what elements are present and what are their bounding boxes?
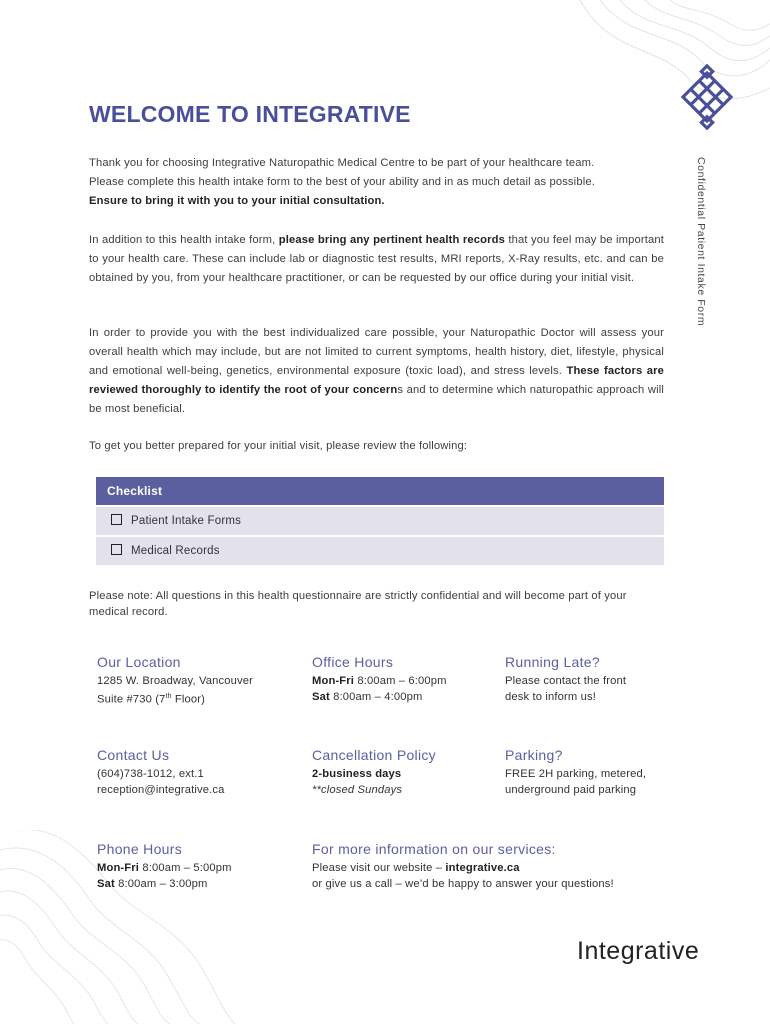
page-title: WELCOME TO INTEGRATIVE [89, 101, 411, 127]
website-link[interactable]: integrative.ca [445, 861, 520, 874]
checklist-item-medical-records[interactable]: Medical Records [96, 537, 664, 565]
office-hours-block: Office Hours Mon-Fri 8:00am – 6:00pm Sat 8:00am – 4:00pm [312, 654, 447, 703]
running-late-block: Running Late? Please contact the front desk to inform us! [505, 654, 627, 703]
running-late-heading: Running Late? [505, 654, 600, 670]
topographic-decoration-top [560, 0, 770, 150]
confidentiality-note: Please note: All questions in this health questionnaire are strictly confidential and will become part of your medical record. [89, 590, 627, 618]
phone-hours-heading: Phone Hours [97, 841, 183, 857]
intro-paragraph-2: In addition to this health intake form, please bring any pertinent health records that you feel may be important to your health care. These can include lab or diagnostic test results, MRI reports, X-Ray results, etc. and can be obtained by you, from your healthcare practitioner, or can be requested by our office during your initial visit. [89, 234, 664, 284]
cancellation-block: Cancellation Policy 2-business days **closed Sundays [312, 747, 436, 796]
confidential-side-label: Confidential Patient Intake Form [695, 157, 707, 327]
checkbox-icon[interactable] [111, 544, 122, 555]
location-block: Our Location 1285 W. Broadway, Vancouver Suite #730 (7th Floor) [97, 654, 253, 706]
parking-heading: Parking? [505, 747, 563, 763]
intro-paragraph-1: Thank you for choosing Integrative Naturopathic Medical Centre to be part of your healthcare team. Please complete this health intake form to the best of your ability and in as much detail as possible. Ensure to bring it with you to your initial consultation. [89, 157, 595, 207]
contact-email[interactable]: reception@integrative.ca [97, 784, 225, 796]
endless-knot-logo-icon [680, 64, 734, 130]
location-heading: Our Location [97, 654, 181, 670]
contact-block [97, 747, 225, 799]
more-info-block: For more information on our services: Please visit our website – integrative.ca or give us a call – we’d be happy to answer your questions! [312, 841, 614, 890]
parking-block: Parking? FREE 2H parking, metered, underground paid parking [505, 747, 647, 796]
checklist-table [96, 477, 664, 565]
contact-heading: Contact Us [97, 747, 170, 763]
intro-paragraph-3: In order to provide you with the best individualized care possible, your Naturopathic Doctor will assess your overall health which may include, but are not limited to current symptoms, health history, diet, lifestyle, physical and emotional well-being, genetics, environmental exposure (toxic load), and stress levels. These factors are reviewed thoroughly to identify the root of your concerns and to determine which naturopathic approach will be most beneficial. [89, 327, 664, 415]
contact-phone[interactable]: (604)738-1012, ext.1 [97, 767, 204, 780]
office-hours-heading: Office Hours [312, 654, 394, 670]
checklist-header: Checklist [96, 477, 664, 505]
cancellation-heading: Cancellation Policy [312, 747, 436, 763]
brand-wordmark: Integrative [577, 937, 700, 965]
phone-hours-block: Phone Hours Mon-Fri 8:00am – 5:00pm Sat 8:00am – 3:00pm [97, 841, 232, 890]
checklist-item-patient-intake-forms[interactable]: Patient Intake Forms [96, 507, 664, 535]
checkbox-icon[interactable] [111, 514, 122, 525]
intro-paragraph-4: To get you better prepared for your initial visit, please review the following: [89, 440, 468, 452]
more-info-heading: For more information on our services: [312, 841, 556, 857]
